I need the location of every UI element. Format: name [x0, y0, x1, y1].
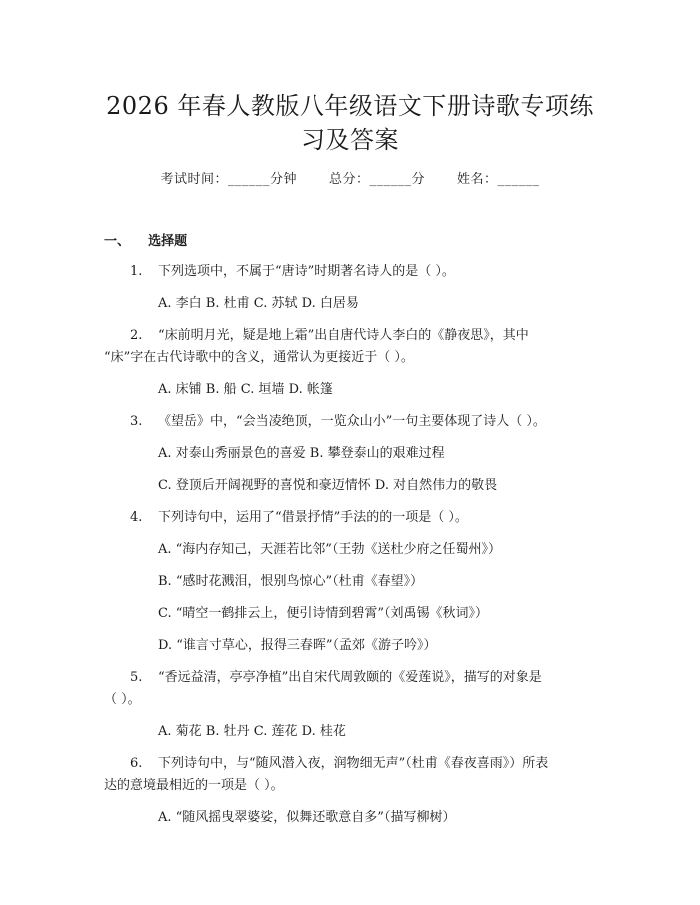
question-4-option-b: B. “感时花溅泪，恨别鸟惊心”（杜甫《春望》）: [158, 574, 424, 589]
question-2-options: A. 床铺 B. 船 C. 垣墙 D. 帐篷: [158, 382, 333, 397]
section-title: 选择题: [148, 234, 188, 249]
question-1: [130, 262, 455, 282]
question-text: 下列选项中，不属于“唐诗”时期著名诗人的是（ ）。: [158, 264, 455, 279]
exam-meta: [0, 168, 700, 187]
question-5: [130, 668, 542, 688]
question-4-option-a: A. “海内存知己，天涯若比邻”（王勃《送杜少府之任蜀州》）: [158, 542, 501, 557]
question-number: 1.: [130, 264, 143, 279]
section-heading: [104, 230, 187, 249]
student-name-label: 姓名：______: [457, 172, 540, 187]
question-6-continued: 达的意境最相近的一项是（ ）。: [104, 778, 284, 793]
question-6: [130, 754, 548, 774]
question-5-continued: （ ）。: [104, 692, 141, 707]
question-3: [130, 412, 546, 432]
question-number: 3.: [130, 414, 143, 429]
question-text: 下列诗句中，与“随风潜入夜，润物细无声”（杜甫《春夜喜雨》）所表: [158, 756, 549, 771]
question-3-options-c-d: C. 登顶后开阔视野的喜悦和豪迈情怀 D. 对自然伟力的敬畏: [158, 478, 498, 493]
question-3-options-a-b: A. 对泰山秀丽景色的喜爱 B. 攀登泰山的艰难过程: [158, 446, 445, 461]
document-title-line-1: 2026 年春人教版八年级语文下册诗歌专项练: [106, 92, 594, 120]
question-text: “香远益清，亭亭净植”出自宋代周敦颐的《爱莲说》，描写的对象是: [158, 670, 542, 685]
question-number: 5.: [130, 670, 143, 685]
question-2-continued: “床”字在古代诗歌中的含义，通常认为更接近于（ ）。: [104, 350, 414, 365]
question-number: 6.: [130, 756, 143, 771]
question-1-options: A. 李白 B. 杜甫 C. 苏轼 D. 白居易: [158, 296, 359, 311]
question-number: 2.: [130, 328, 143, 343]
question-2: [130, 326, 529, 346]
question-text: 《望岳》中，“会当凌绝顶，一览众山小”一句主要体现了诗人（ ）。: [158, 414, 546, 429]
question-6-option-a: A. “随风摇曳翠婆娑，似舞还歌意自多”（描写柳树）: [158, 810, 456, 825]
question-5-options: A. 菊花 B. 牡丹 C. 莲花 D. 桂花: [158, 724, 346, 739]
question-number: 4.: [130, 510, 143, 525]
document-title-line-2: 习及答案: [301, 126, 399, 154]
question-4-option-c: C. “晴空一鹤排云上，便引诗情到碧霄”（刘禹锡《秋词》）: [158, 606, 489, 621]
question-4: [130, 508, 468, 528]
question-text: “床前明月光，疑是地上霜”出自唐代诗人李白的《静夜思》，其中: [158, 328, 529, 343]
total-score-label: 总分：______分: [328, 172, 425, 187]
exam-time-label: 考试时间：______分钟: [160, 172, 297, 187]
section-number: 一、: [104, 234, 131, 249]
question-4-option-d: D. “谁言寸草心，报得三春晖”（孟郊《游子吟》）: [158, 638, 437, 653]
question-text: 下列诗句中，运用了“借景抒情”手法的的一项是（ ）。: [158, 510, 468, 525]
